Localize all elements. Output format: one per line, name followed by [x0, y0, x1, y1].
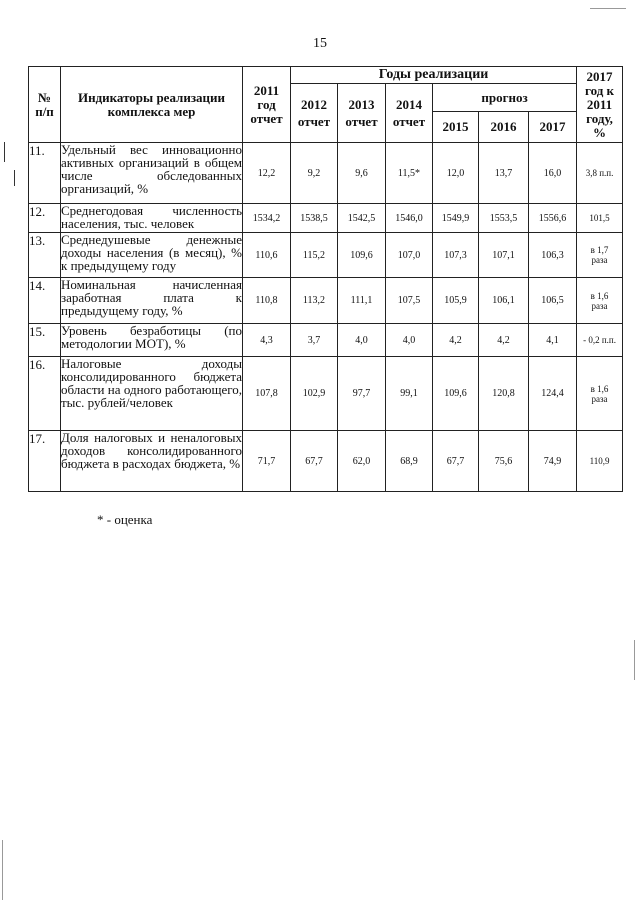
header-year-2015: 2015: [433, 112, 479, 143]
header-year-2017: 2017: [529, 112, 577, 143]
value-2016: 1553,5: [479, 204, 529, 233]
value-2012: 1538,5: [291, 204, 338, 233]
value-2013: 1542,5: [338, 204, 386, 233]
header-year-2014: 2014 отчет: [386, 84, 433, 143]
footnote: * - оценка: [97, 512, 153, 527]
value-2013: 111,1: [338, 278, 386, 324]
value-2014: 68,9: [386, 431, 433, 492]
row-indicator: Налоговые доходы консолидированного бюджета области на одного работающего, тыс. рублей/человек: [61, 357, 243, 431]
value-2017: 1556,6: [529, 204, 577, 233]
header-num: № п/п: [29, 67, 61, 143]
row-indicator: Номинальная начисленная заработная плата к предыдущему году, %: [61, 278, 243, 324]
row-num: 13.: [29, 233, 61, 278]
value-2015: 4,2: [433, 324, 479, 357]
value-2016: 75,6: [479, 431, 529, 492]
header-forecast: прогноз: [433, 84, 577, 112]
indicators-table: [28, 66, 623, 492]
row-indicator: Среднедушевые денежные доходы населения (в месяц), % к предыдущему году: [61, 233, 243, 278]
value-2012: 67,7: [291, 431, 338, 492]
header-years-group: Годы реализации: [291, 67, 577, 84]
value-2015: 109,6: [433, 357, 479, 431]
value-2014: 99,1: [386, 357, 433, 431]
value-ratio: в 1,6 раза: [577, 357, 623, 431]
value-2015: 105,9: [433, 278, 479, 324]
value-2014: 11,5*: [386, 143, 433, 204]
value-ratio: - 0,2 п.п.: [577, 324, 623, 357]
value-ratio: в 1,6 раза: [577, 278, 623, 324]
value-ratio: 101,5: [577, 204, 623, 233]
value-2016: 107,1: [479, 233, 529, 278]
row-num: 11.: [29, 143, 61, 204]
value-2011: 110,6: [243, 233, 291, 278]
header-year-2011: 2011 год отчет: [243, 67, 291, 143]
header-year-2016: 2016: [479, 112, 529, 143]
value-ratio: 3,8 п.п.: [577, 143, 623, 204]
value-2012: 9,2: [291, 143, 338, 204]
value-2013: 62,0: [338, 431, 386, 492]
value-2012: 3,7: [291, 324, 338, 357]
value-2017: 106,3: [529, 233, 577, 278]
row-indicator: Удельный вес инновационно активных организаций в общем числе обследованных организаций, %: [61, 143, 243, 204]
value-2011: 71,7: [243, 431, 291, 492]
row-num: 16.: [29, 357, 61, 431]
value-2012: 115,2: [291, 233, 338, 278]
value-2017: 124,4: [529, 357, 577, 431]
value-2016: 106,1: [479, 278, 529, 324]
value-2015: 107,3: [433, 233, 479, 278]
row-indicator: Среднегодовая численность населения, тыс. человек: [61, 203, 242, 231]
value-2016: 120,8: [479, 357, 529, 431]
value-2013: 9,6: [338, 143, 386, 204]
value-2011: 110,8: [243, 278, 291, 324]
scan-mark-left-2: [14, 170, 15, 186]
value-2017: 4,1: [529, 324, 577, 357]
value-2016: 4,2: [479, 324, 529, 357]
value-2014: 107,0: [386, 233, 433, 278]
row-num: 17.: [29, 431, 61, 492]
value-2014: 4,0: [386, 324, 433, 357]
value-2017: 74,9: [529, 431, 577, 492]
value-2013: 109,6: [338, 233, 386, 278]
value-2011: 1534,2: [243, 204, 291, 233]
table-row: [29, 143, 623, 204]
table-row: [29, 431, 623, 492]
value-2012: 113,2: [291, 278, 338, 324]
header-indicator: Индикаторы реализации комплекса мер: [61, 67, 243, 143]
value-2016: 13,7: [479, 143, 529, 204]
scan-mark-top: [590, 8, 626, 9]
value-2014: 1546,0: [386, 204, 433, 233]
table-row: [29, 204, 623, 233]
value-2015: 67,7: [433, 431, 479, 492]
table-row: [29, 233, 623, 278]
header-year-2012: 2012 отчет: [291, 84, 338, 143]
table-row: [29, 278, 623, 324]
value-2017: 106,5: [529, 278, 577, 324]
value-2013: 97,7: [338, 357, 386, 431]
value-2014: 107,5: [386, 278, 433, 324]
value-2011: 107,8: [243, 357, 291, 431]
value-2013: 4,0: [338, 324, 386, 357]
value-2011: 12,2: [243, 143, 291, 204]
row-indicator: Доля налоговых и неналоговых доходов консолидированного бюджета в расходах бюджета, %: [61, 431, 243, 492]
value-2011: 4,3: [243, 324, 291, 357]
scan-mark-right-1: [634, 640, 635, 680]
table-row: [29, 357, 623, 431]
header-ratio: 2017 год к 2011 году, %: [577, 67, 623, 143]
row-num: 12.: [29, 204, 61, 233]
scan-mark-left-1: [4, 142, 5, 162]
table-row: [29, 324, 623, 357]
row-indicator: Уровень безработицы (по методологии МОТ), %: [61, 324, 243, 357]
value-2012: 102,9: [291, 357, 338, 431]
value-2015: 1549,9: [433, 204, 479, 233]
value-2017: 16,0: [529, 143, 577, 204]
row-num: 15.: [29, 324, 61, 357]
row-num: 14.: [29, 278, 61, 324]
value-ratio: в 1,7 раза: [577, 233, 623, 278]
value-ratio: 110,9: [577, 431, 623, 492]
page-number: 15: [313, 36, 327, 51]
header-year-2013: 2013 отчет: [338, 84, 386, 143]
scan-mark-left-3: [2, 840, 3, 900]
value-2015: 12,0: [433, 143, 479, 204]
